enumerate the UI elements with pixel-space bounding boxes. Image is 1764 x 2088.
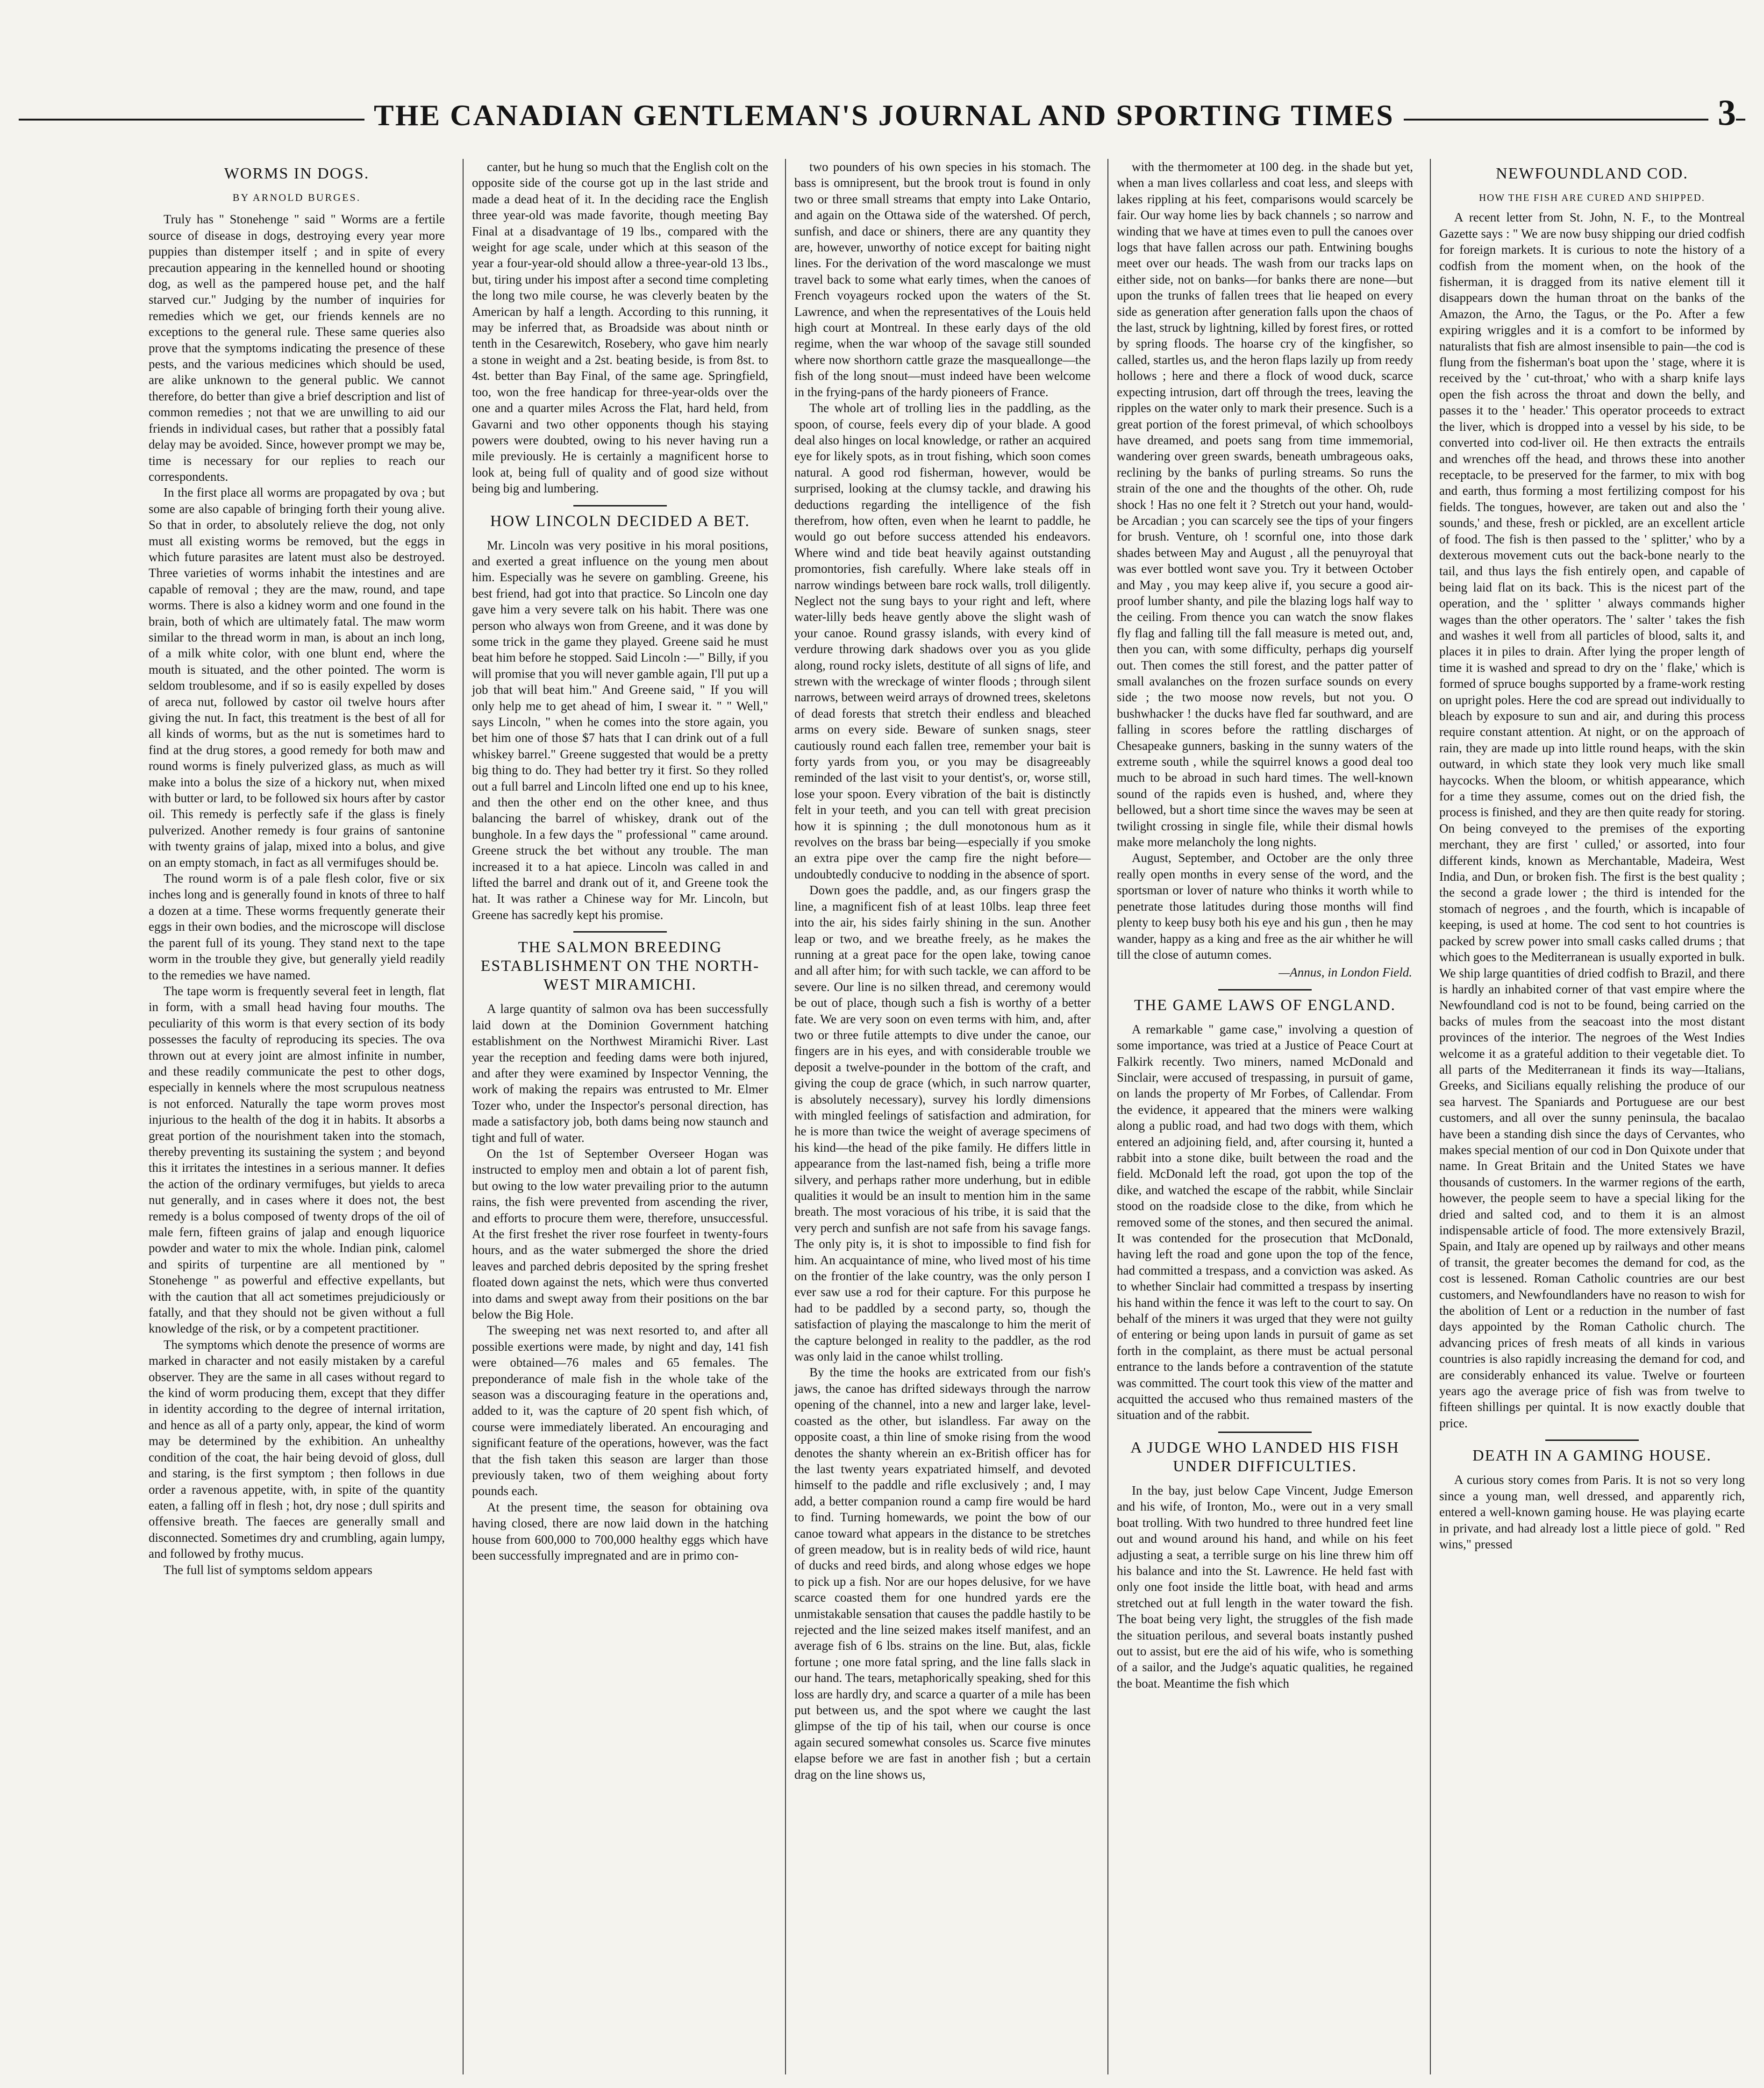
article-heading-game-laws: THE GAME LAWS OF ENGLAND. — [1134, 996, 1396, 1014]
article-paragraph: In the bay, just below Cape Vincent, Judge Emerson and his wife, of Ironton, Mo., were out in a very small boat trolling. With two hundred to three hundred feet line out and wound around his hand, and while on his feet adjusting a seat, a terrible surge on his line threw him off his balance and into the St. Lawrence. He held fast with only one foot inside the little boat, with head and arms stretched out at full length in the water toward the fish. The boat being very light, the struggles of the fish made the situation perilous, and several boats instantly pushed out to assist, but ere the aid of his wife, who is something of a sailor, and the Judge's aquatic qualities, he regained the boat. Meantime the fish which — [1117, 1483, 1413, 1690]
article-divider — [1545, 1440, 1639, 1441]
article-heading-judge: A JUDGE WHO LANDED HIS FISH UNDER DIFFICULTIES. — [1130, 1439, 1400, 1475]
column-4 — [1107, 159, 1421, 2074]
article-paragraph: The tape worm is frequently several feet in length, flat in form, with a small head having four mouths. The peculiarity of this worm is that every section of its body possesses the faculty of reproducing its species. The ova thrown out at every joint are almost infinite in number, and these readily communicate the pest to other dogs, especially in kennels where the most scrupulous neatness is not enforced. Naturally the tape worm proves most injurious to the health of the dog it in habits. It absorbs a great portion of the nourishment taken into the stomach, thereby preventing its sustaining the system ; and beyond this it irritates the intestines in a serious manner. It defies the action of the ordinary vermifuges, but yields to areca nut generally, and in cases where it does not, the best remedy is a bolus composed of twenty drops of the oil of male fern, fifteen grains of jalap and enough liquorice powder and water to mix the whole. Indian pink, calomel and spirits of turpentine are all mentioned by " Stonehenge " as powerful and effective expellants, but with the caution that all act sometimes prejudiciously or fatally, and that they should not be given without a full knowledge of the risk, or by a competent practitioner. — [149, 983, 445, 1336]
article-paragraph: A recent letter from St. John, N. F., to the Montreal Gazette says : " We are now busy shipping our dried codfish for foreign markets. It is curious to note the history of a codfish from the moment when, on the hook of the fisherman, it is dragged from its native element till it disappears down the human throat on the banks of the Amazon, the Arno, the Tagus, or the Po. After a few expiring wriggles and it is a comfort to be informed by naturalists that fish are almost insensible to pain—the cod is flung from the fisherman's boat upon the ' stage, where it is received by the ' cut-throat,' who with a sharp knife lays open the fish across the throat and down the belly, and passes it to the ' header.' This operator proceeds to extract the liver, which is dropped into a vessel by his side, to be converted into cod-liver oil. He then extracts the entrails and wrenches off the head, and throws these into another receptacle, to be preserved for the farmer, to mix with bog and earth, thus forming a most fertilizing compost for his fields. The tongues, however, are taken out and also the ' sounds,' and these, fresh or pickled, are an excellent article of food. The fish is then passed to the ' splitter,' who by a dexterous movement cuts out the back-bone nearly to the tail, and thus lays the fish entirely open, and capable of being laid flat on its back. This is the nicest part of the operation, and the ' splitter ' always commands higher wages than the other operators. The ' salter ' takes the fish and washes it well from all particles of blood, salts it, and places it in piles to drain. After lying the proper length of time it is washed and spread to dry on the ' flake,' which is formed of spruce boughs supported by a frame-work resting on upright poles. Here the cod are spread out individually to bleach by exposure to sun and air, and during this process require constant attention. At night, or on the approach of rain, they are made up into little round heaps, with the skin outward, in which state they look very much like small haycocks. When the bloom, or whitish appearance, which for a time they assume, comes out on the dried fish, the process is finished, and they are then quite ready for storing. On being conveyed to the premises of the exporting merchant, they are first ' culled,' or assorted, into four different kinds, known as Merchantable, Madeira, West India, and Dun, or broken fish. The first is the best quality ; the second a grade lower ; the third is intended for the stomach of negroes , and the fourth, which is incapable of keeping, is used at home. The cod sent to hot countries is packed by screw power into small casks called drums ; that which goes to the Mediterranean is usually exported in bulk. We ship large quantities of dried codfish to Brazil, and there is hardly an inhabited corner of that vast empire where the Newfoundland cod is not to be found, being carried on the backs of mules from the seacoast into the most distant provinces of the interior. The negroes of the West Indies welcome it as a grateful addition to their vegetable diet. To all parts of the Mediterranean it finds its way—Italians, Greeks, and Sicilians equally relishing the produce of our sea harvest. The Spaniards and Portuguese are our best customers, and all over the sunny peninsula, the bacalao have been a standing dish since the days of Cervantes, who makes special mention of our cod in Don Quixote under that name. In Great Britain and the United States we have thousands of customers. In the warmer regions of the earth, however, the people seem to have a special liking for the dried and salted cod, and to them it is an almost indispensable article of food. The more extensively Brazil, Spain, and Italy are opened up by railways and other means of transit, the greater becomes the demand for cod, as the cost is lessened. Roman Catholic countries are our best customers, and Newfoundlanders have no reason to wish for the abolition of Lent or a reduction in the number of fast days appointed by the Roman Catholic church. The advancing prices of fresh meats of all kinds in various countries is also rapidly increasing the demand for cod, and are considerably enhanced its value. Twelve or fourteen years ago the average price of fish was from twelve to fifteen shillings per quintal. It is now exactly double that price. — [1439, 210, 1745, 1430]
article-heading-worms-in-dogs: WORMS IN DOGS. — [224, 165, 370, 182]
article-paragraph: Mr. Lincoln was very positive in his moral positions, and exerted a great influence on the young men about him. Especially was he severe on gambling. Greene, his best friend, had got into that practice. So Lincoln one day gave him a very severe talk on his habit. There was one person who always won from Greene, and it was done by some trick in the game they played. Greene said he must beat him before he stopped. Said Lincoln :—" Billy, if you will promise that you will never gamble again, I'll put up a job that will beat him." And Greene said, " If you will only help me to get ahead of him, I swear it. " " Well," says Lincoln, " when he comes into the store again, you bet him one of those $7 hats that I can drink out of a full whiskey barrel." Greene suggested that would be a pretty big thing to do. They had better try it first. So they rolled out a full barrel and Lincoln lifted one end up to his knee, and then the other end on the other knee, and thus balancing the barrel of whiskey, drank out of the bunghole. In a few days the " professional " came around. Greene struck the bet without any trouble. The man increased it to a hat apiece. Lincoln was called in and lifted the barrel and drank out of it, and Greene took the hat. It was rather a Chinese way for Mr. Lincoln, but Greene has sacredly kept his promise. — [472, 538, 768, 922]
article-paragraph: with the thermometer at 100 deg. in the shade but yet, when a man lives collarless and coat less, and sleeps with lakes rippling at his feet, comparisons would scarcely be fair. Our way home lies by back channels ; so narrow and winding that we have at times even to pull the canoes over logs that have fallen across our path. Entwining boughs meet over our heads. The wash from our tracks laps on either side, not on banks—for banks there are none—but upon the trunks of fallen trees that lie heaped on every side as generation after generation falls upon the chaos of the last, struck by lightning, killed by forest fires, or rotted by spring floods. The hoarse cry of the kingfisher, so called, startles us, and the heron flaps lazily up from reedy hollows ; here and there a flock of wood duck, scarce expecting intrusion, dart off through the trees, leaving the ripples on the water only to mark their presence. Such is a great portion of the forest primeval, of which schoolboys have dreamed, and poets sang from time immemorial, wandering over green swards, beneath umbrageous oaks, reclining by the banks of purling streams. So runs the strain of the one and the thoughts of the other. Oh, rude shock ! Has no one felt it ? Stretch out your hand, would-be Arcadian ; you can scarcely see the tips of your fingers for brush. Venture, oh ! scornful one, into those dark shades between May and August , all the penuyroyal that was ever bottled wont save you. Try it between October and May , you may keep alive if, you secure a good air-proof lumber shanty, and pile the blazing logs half way to the ceiling. From thence you can watch the snow flakes fly flag and falling till the fall measure is meted out, and, then you can, with some difficulty, perhaps dig yourself out. Then comes the still forest, and the patter patter of small avalanches on the frozen surface sounds on every side ; the two moose now revels, but not you. O bushwhacker ! the ducks have fled far southward, and are falling in scores before the rattling discharges of Chesapeake gunners, basking in the sunny waters of the extreme south , while the squirrel knows a good deal too much to be abroad in such hard times. The well-known sound of the rapids even is hushed, and, where they bellowed, but a short time since the waves may be seen at twilight crossing in single file, while their dismal howls make more melancholy the long nights. — [1117, 160, 1413, 849]
article-paragraph: Truly has " Stonehenge " said " Worms are a fertile source of disease in dogs, destroying every year more puppies than distemper itself ; and in spite of every precaution appearing in the kennelled hound or shooting dog, as well as the pampered house pet, and the half starved cur." Judging by the number of inquiries for remedies which we get, our friends kennels are no exceptions to the general rule. These same queries also prove that the symptoms indicating the presence of these pests, and the various medicines which should be used, are alike unknown to the general public. We cannot therefore, do better than give a brief description and list of common remedies ; not that we are unwilling to aid our friends in individual cases, but rather that a possibly fatal delay may be avoided. Since, however prompt we may be, time is necessary for our replies to reach our correspondents. — [149, 212, 445, 484]
article-paragraph: August, September, and October are the only three really open months in every sense of the word, and the sportsman or lover of nature who thinks it worth while to penetrate those latitudes during those months will find plenty to keep busy both his eye and his gun , then he may wander, happy as a king and free as the air whither he will till the close of autumn comes. — [1117, 851, 1413, 962]
masthead-title: THE CANADIAN GENTLEMAN'S JOURNAL AND SPORTING TIMES — [364, 98, 1404, 133]
article-paragraph: The symptoms which denote the presence of worms are marked in character and not easily mistaken by a careful observer. They are the same in all cases without regard to the kind of worm producing them, except that they differ in identity according to the degree of internal irritation, and hence as all of a party only, appear, the kind of worm may be determined by the exhibition. An unhealthy condition of the coat, the hair being devoid of gloss, dull and staring, is the first symptom ; then follows in due order a ravenous appetite, with, in spite of the quantity eaten, a falling off in flesh ; hot, dry nose ; dull spirits and offensive breath. The faeces are generally small and disconnected. Sometimes dry and crumbling, again lumpy, and followed by frothy mucus. — [149, 1337, 445, 1561]
article-paragraph: canter, but he hung so much that the English colt on the opposite side of the course got up in the last stride and made a dead heat of it. In the deciding race the English three year-old was made favorite, though meeting Bay Final at a disadvantage of 19 lbs., compared with the weight for age scale, under which at this season of the year a four-year-old should allow a three-year-old 13 lbs., but, tiring under his impost after a second time completing the long two mile course, he was cleverly beaten by the American by half a length. According to this running, it may be inferred that, as Broadside was about ninth or tenth in the Cesarewitch, Rosebery, who gave him nearly a stone in weight and a 2st. beating beside, is from 8st. to 4st. better than Bay Final, of the same age. Springfield, too, won the free handicap for three-year-olds over the one and a quarter miles Across the Flat, hard held, from Gavarni and two other opponents though his staying powers were doubted, owing to his never having run a mile previously. He is certainly a magnificent horse to look at, being full of quality and of good size without being big and lumbering. — [472, 160, 768, 496]
article-heading-salmon: THE SALMON BREEDING ESTABLISHMENT ON THE NORTH-WEST MIRAMICHI. — [480, 939, 760, 994]
article-heading-gaming-house: DEATH IN A GAMING HOUSE. — [1472, 1447, 1712, 1465]
article-paragraph: A large quantity of salmon ova has been successfully laid down at the Dominion Government hatching establishment on the Northwest Miramichi River. Last year the reception and feeding dams were both injured, and after they were examined by Inspector Venning, the work of making the repairs was entrusted to Mr. Elmer Tozer who, under the Inspector's personal direction, has made a satisfactory job, both dams being now staunch and tight and full of water. — [472, 1002, 768, 1145]
column-1 — [140, 159, 453, 2074]
article-divider — [1218, 989, 1312, 991]
article-divider — [573, 931, 667, 933]
article-paragraph: A curious story comes from Paris. It is not so very long since a young man, well dressed, and apparently rich, entered a well-known gaming house. He was playing ecarte in private, and had already lost a little piece of gold. " Red wins," pressed — [1439, 1473, 1745, 1551]
article-paragraph: By the time the hooks are extricated from our fish's jaws, the canoe has drifted sideways through the narrow opening of the channel, into a new and larger lake, level-coasted as the other, but islandless. Far away on the opposite coast, a thin line of smoke rising from the wood denotes the shanty wherein an ex-British officer has for the last twenty years expatriated himself, and devoted himself to the paddle and rifle exclusively ; and, I may add, a better companion round a camp fire would be hard to find. Turning homewards, we point the bow of our canoe toward what appears in the distance to be stretches of green meadow, but is in reality beds of wild rice, haunt of ducks and reed birds, and along whose edges we hope to pick up a fish. Nor are our hopes delusive, for we have scarce coasted them for one hundred yards ere the unmistakable sensation that causes the paddle hastily to be rejected and the line seized makes itself manifest, and an average fish of 6 lbs. strains on the line. But, alas, fickle fortune ; one more fatal spring, and the line falls slack in our hand. The tears, metaphorically speaking, shed for this loss are hardly dry, and scarce a quarter of a mile has been put between us, and the spot where we caught the last glimpse of the tip of his tail, when our course is once again secured somewhat consoles us. Scarce five minutes elapse before we are fast in another fish ; but a certain drag on the line shows us, — [794, 1365, 1091, 1782]
article-signature: —Annus, in London Field. — [1278, 965, 1412, 980]
article-paragraph: two pounders of his own species in his stomach. The bass is omnipresent, but the brook trout is found in only two or three small streams that empty into Lake Ontario, and again on the Ottawa side of the watershed. Of perch, sunfish, and dace or shiners, there are any quantity they are, however, unworthy of notice except for baiting night lines. For the derivation of the word mascalonge we must travel back to some what early times, when the canoes of French voyageurs rocked upon the waters of the St. Lawrence, and when the representatives of the Louis held high court at Montreal. In these early days of the old regime, when the war whoop of the savage still sounded where now shorthorn cattle graze the masqueallonge—the fish of the long snout—must indeed have been welcome in the frying-pans of the hardy pioneers of France. — [794, 160, 1091, 399]
article-paragraph: The sweeping net was next resorted to, and after all possible exertions were made, by night and day, 141 fish were obtained—76 males and 65 females. The preponderance of male fish in the whole take of the season was a discouraging feature in the operations and, added to it, was the capture of 20 spent fish which, of course were immediately liberated. An encouraging and significant feature of the operations, however, was the fact that the fish taken this season are larger than those previously taken, two of them weighing about forty pounds each. — [472, 1323, 768, 1498]
article-paragraph: Down goes the paddle, and, as our fingers grasp the line, a magnificent fish of at least 10lbs. leap three feet into the air, his sides fairly shining in the sun. Another leap or two, and we breathe freely, as he makes the running at a great pace for the open lake, towing canoe and all after him; for with such tackle, we can afford to be severe. Our line is no silken thread, and ceremony would be out of place, though such a fish is worthy of a better fate. We are very soon on even terms with him, and, after two or three futile attempts to dive under the canoe, our fingers are in his eyes, and with considerable trouble we deposit a twelve-pounder in the bottom of the craft, and giving the coup de grace (which, in such narrow quarter, is absolutely necessary), survey his lordly dimensions with mingled feelings of satisfaction and admiration, for he is more than twice the weight of average specimens of his kind—the head of the pike family. He differs little in appearance from the last-named fish, being a trifle more silvery, and perhaps rather more underhung, but in edible qualities it would be an insult to mention him in the same breath. The most voracious of his tribe, it is said that the very perch and sunfish are not safe from his savage fangs. The only pity is, it is shot to impossible to find fish for him. An acquaintance of mine, who lived most of his time on the frontier of the lake country, was the only person I ever saw use a rod for their capture. For this purpose he had to be paddled by a second party, so, though the satisfaction of playing the mascalonge to him the merit of the capture belonged in reality to the paddler, as the rod was only laid in the canoe whilst trolling. — [794, 883, 1091, 1364]
article-paragraph: In the first place all worms are propagated by ova ; but some are also capable of bringing forth their young alive. So that in order, to absolutely relieve the dog, not only must all existing worms be removed, but the eggs in which future parasites are latent must also be destroyed. Three varieties of worms inhabit the intestines and are capable of removal ; they are the maw, round, and tape worms. There is also a kidney worm and one found in the brain, both of which are ultimately fatal. The maw worm similar to the thread worm in man, is about an inch long, of a milk white color, with one blunt end, where the mouth is situated, and the other pointed. The worm is seldom troublesome, and if so is easily expelled by doses of areca nut, followed by castor oil twelve hours after giving the nut. In fact, this treatment is the best of all for all kinds of worms, but as the nut is sometimes hard to find at the drug stores, a good remedy for both maw and round worms is finely pulverized glass, as much as will make into a bolus the size of a hickory nut, when mixed with butter or lard, to be followed six hours after by castor oil. This remedy is perfectly safe if the glass is finely pulverized. Another remedy is four grains of santonine with twenty grains of jalap, mixed into a bolus, and give on an empty stomach, in fact as all vermifuges should be. — [149, 485, 445, 869]
column-5 — [1430, 159, 1753, 2074]
article-byline: BY ARNOLD BURGES. — [232, 192, 361, 203]
article-paragraph: At the present time, the season for obtaining ova having closed, there are now laid down in the hatching house from 600,000 to 700,000 healthy eggs which have been successfully impregnated and are in primo con- — [472, 1500, 768, 1563]
article-paragraph: On the 1st of September Overseer Hogan was instructed to employ men and obtain a lot of parent fish, but owing to the low water prevailing prior to the autumn rains, the fish were prevented from ascending the river, and efforts to procure them were, therefore, unsuccessful. At the first freshet the river rose fourfeet in twenty-fours hours, and as the water submerged the shore the dried leaves and parched debris deposited by the spring freshet floated down against the nets, which were thus converted into dams and swept away from their positions on the bar below the Big Hole. — [472, 1146, 768, 1321]
masthead — [19, 89, 1745, 145]
article-divider — [573, 505, 667, 506]
article-subheading: HOW THE FISH ARE CURED AND SHIPPED. — [1478, 192, 1706, 203]
column-3 — [785, 159, 1099, 2074]
article-divider — [1218, 1432, 1312, 1433]
article-heading-lincoln: HOW LINCOLN DECIDED A BET. — [490, 512, 750, 530]
article-paragraph: The full list of symptoms seldom appears — [164, 1562, 372, 1577]
article-heading-newfoundland-cod: NEWFOUNDLAND COD. — [1496, 165, 1688, 182]
article-paragraph: The whole art of trolling lies in the paddling, as the spoon, of course, feels every dip of your blade. A good deal also hinges on local knowledge, or rather an acquired eye for likely spots, as in trout fishing, which soon comes natural. A good rod fisherman, however, would be surprised, looking at the clumsy tackle, and drawing his deductions regarding the intelligence of the fish therefrom, how often, even when he learnt to paddle, he would go out before success attended his endeavors. Where wind and tide beat heavily against outstanding promontories, fish carefully. Where lake steals off in narrow windings between bare rock walls, troll diligently. Neglect not the sung bays to your right and left, where water-lilly beds heave gently above the slight wash of your canoe. Round grassy islands, with every kind of verdure throwing dark shadows over you as you glide along, round rocky islets, destitute of all signs of life, and strewn with the wreckage of winter floods ; through silent narrows, between weird arrays of drowned trees, skeletons of dead forests that stretch their endless and bleached arms on every side. Beware of sunken snags, steer cautiously round each fallen tree, remember your bait is forty yards from you, or you may be disagreeably reminded of the last visit to your dentist's, or, worse still, lose your spoon. Every vibration of the bait is distinctly felt in your teeth, and you can tell with great precision how it is spinning ; the dull monotonous hum as it revolves on the brass bar being—especially if you smoke an extra pipe over the camp fire the night before—undoubtedly conducive to nodding in the absence of sport. — [794, 401, 1091, 881]
columns — [140, 159, 1757, 2074]
article-paragraph: A remarkable " game case," involving a question of some importance, was tried at a Justice of Peace Court at Falkirk recently. Two miners, named McDonald and Sinclair, were accused of trespassing, in pursuit of game, on lands the property of Mr Forbes, of Callendar. From the evidence, it appeared that the miners were walking along a public road, and had two dogs with them, which entered an adjoining field, and, after coursing it, hunted a rabbit into a stone dike, built between the road and the field. McDonald left the road, got upon the top of the dike, and watched the escape of the rabbit, while Sinclair stood on the roadside close to the dike, from which he removed some of the stones, and then secured the animal. It was contended for the prosecution that McDonald, having left the road and gone upon the top of the fence, had committed a trespass, and a conviction was asked. As to whether Sinclair had committed a trespass by inserting his hand within the fence it was left to the court to say. On behalf of the miners it was urged that they were not guilty of entering or being upon lands in pursuit of game as set forth in the complaint, as there must be actual personal entrance to the lands before a contravention of the statute was committed. The court took this view of the matter and acquitted the accused who thus remained masters of the situation and of the rabbit. — [1117, 1022, 1413, 1422]
article-paragraph: The round worm is of a pale flesh color, five or six inches long and is generally found in knots of three to half a dozen at a time. These worms frequently generate their eggs in their own bodies, and the microscope will disclose the parent full of its young. They stand next to the tape worm in the trouble they give, but generally yield readily to the remedies we have named. — [149, 871, 445, 982]
page-number: 3 — [1708, 92, 1736, 134]
column-2 — [463, 159, 777, 2074]
